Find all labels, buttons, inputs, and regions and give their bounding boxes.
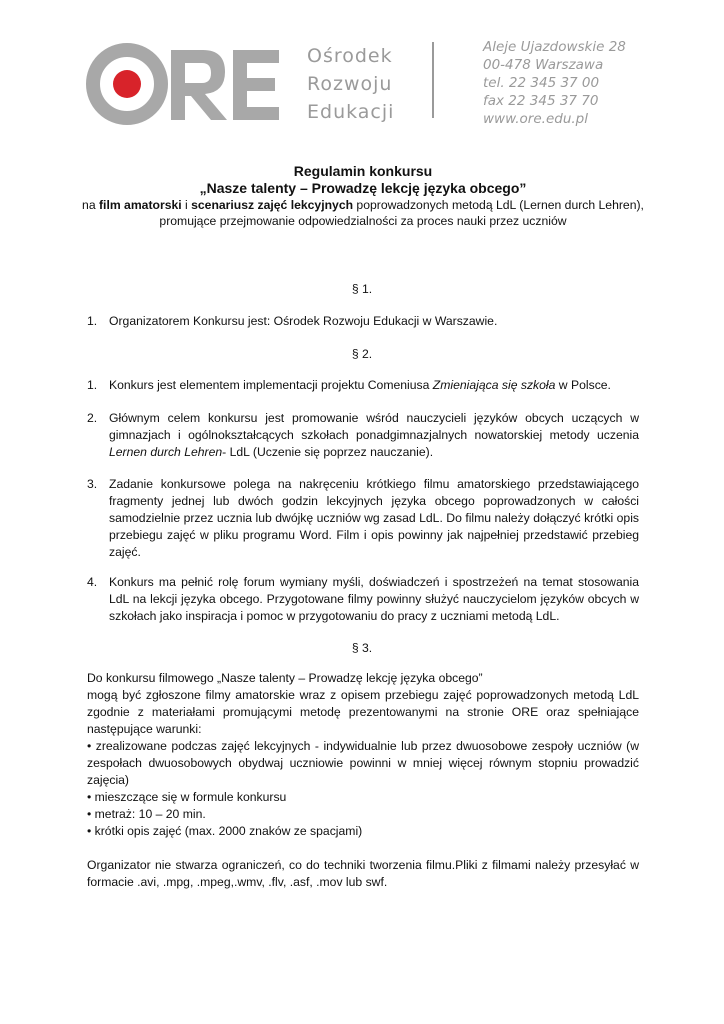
condition-bullet: • zrealizowane podczas zajęć lekcyjnych - indywidualnie lub przez dwuosobowe zespoły uczniów (w zespołach dwuosobowych obydwaj uczniowie powinni w mniej więcej równym stopniu prowadzić zajęcia) <box>87 739 639 787</box>
list-item <box>87 410 639 461</box>
address-street: Aleje Ujazdowskie 28 <box>483 39 626 55</box>
contest-name: „Nasze talenty – Prowadzę lekcję języka obcego” <box>199 180 527 196</box>
section-3-paragraph: mogą być zgłoszone filmy amatorskie wraz z opisem przebiegu zajęć poprowadzonych metodą LdL zgodnie z materiałami promującymi metodę prezentowanymi na stronie ORE oraz spełniające następujące warunki: <box>87 688 639 736</box>
section-heading-1: § 1. <box>351 282 373 296</box>
ore-logo <box>85 42 285 128</box>
list-item-number: 3. <box>87 477 98 491</box>
list-item-number: 1. <box>87 314 98 328</box>
list-item-text: Zadanie konkursowe polega na nakręceniu krótkiego filmu amatorskiego przedstawiającego fragmenty jednej lub dwóch godzin lekcyjnych języka obcego poprowadzonych w całości samodzielnie przez ucznia lub dwójkę uczniów wg zasad LdL. Do filmu należy dołączyć krótki opis przebiegu zajęć w pliku programu Word. Film i opis powinny jak najpełniej przedstawić przebieg zajęć. <box>109 477 639 559</box>
section-3-body <box>87 670 639 891</box>
list-item <box>87 377 639 394</box>
address-website[interactable]: www.ore.edu.pl <box>483 111 589 127</box>
org-name-line: Edukacji <box>307 101 395 123</box>
list-item <box>87 574 639 625</box>
list-item <box>87 313 639 330</box>
text-run: Głównym celem konkursu jest promowanie wśród nauczycieli języków obcych uczących w gimnazjach i ogólnokształcących szkołach ponadgimnazjalnych nowatorskiej metody uczenia <box>109 411 639 442</box>
address-fax: fax 22 345 37 70 <box>483 93 599 109</box>
subtitle-text: na <box>82 198 99 212</box>
org-name-line: Ośrodek <box>307 45 393 67</box>
subtitle-text: i <box>181 198 192 212</box>
subtitle <box>80 197 646 213</box>
list-item-number: 1. <box>87 378 98 392</box>
condition-bullet: • krótki opis zajęć (max. 2000 znaków ze spacjami) <box>87 824 363 838</box>
subtitle-line2: promujące przejmowanie odpowiedzialności za proces nauki przez uczniów <box>159 214 567 228</box>
section-3-intro: Do konkursu filmowego „Nasze talenty – Prowadzę lekcję języka obcego” <box>87 671 483 685</box>
method-name: Lernen durch Lehren <box>109 445 223 459</box>
text-run: w Polsce. <box>555 378 611 392</box>
list-item-text <box>109 377 639 394</box>
spacer <box>87 840 639 857</box>
org-name-line: Rozwoju <box>307 73 393 95</box>
letterhead-divider <box>432 42 434 118</box>
subtitle-bold: scenariusz zajęć lekcyjnych <box>191 198 354 212</box>
org-name <box>307 42 394 126</box>
list-item-text: Konkurs ma pełnić rolę forum wymiany myśli, doświadczeń i spostrzeżeń na temat stosowania LdL na lekcji języka obcego. Przygotowane filmy powinny służyć nauczycielom języków obcych w szkołach jako inspiracja i pomoc w przygotowaniu do pracy z uczniami metodą LdL. <box>109 575 639 623</box>
list-item-text: Organizatorem Konkursu jest: Ośrodek Rozwoju Edukacji w Warszawie. <box>109 314 498 328</box>
text-run: Konkurs jest elementem implementacji projektu Comeniusa <box>109 378 433 392</box>
address-city: 00-478 Warszawa <box>483 57 604 73</box>
condition-bullet: • metraż: 10 – 20 min. <box>87 807 206 821</box>
project-name: Zmieniająca się szkoła <box>432 378 556 392</box>
text-run: - LdL (Uczenie się poprzez nauczanie). <box>222 445 434 459</box>
letterhead <box>85 38 626 130</box>
closing-paragraph: Organizator nie stwarza ograniczeń, co do techniki tworzenia filmu.Pliki z filmami należy przesyłać w formacie .avi, .mpg, .mpeg,.wmv, .flv, .asf, .mov lub swf. <box>87 858 639 889</box>
list-item-number: 2. <box>87 411 98 425</box>
condition-bullet: • mieszczące się w formule konkursu <box>87 790 287 804</box>
document-title: Regulamin konkursu <box>293 163 433 179</box>
list-item <box>87 476 639 561</box>
list-item-number: 4. <box>87 575 98 589</box>
section-heading-3: § 3. <box>351 641 373 655</box>
title-block <box>80 163 646 229</box>
subtitle-text: poprowadzonych metodą LdL (Lernen durch Lehren), <box>353 198 644 212</box>
list-item-text <box>109 410 639 461</box>
address-phone: tel. 22 345 37 00 <box>483 75 600 91</box>
section-heading-2: § 2. <box>351 347 373 361</box>
address-block <box>483 38 626 128</box>
subtitle-bold: film amatorski <box>99 198 182 212</box>
